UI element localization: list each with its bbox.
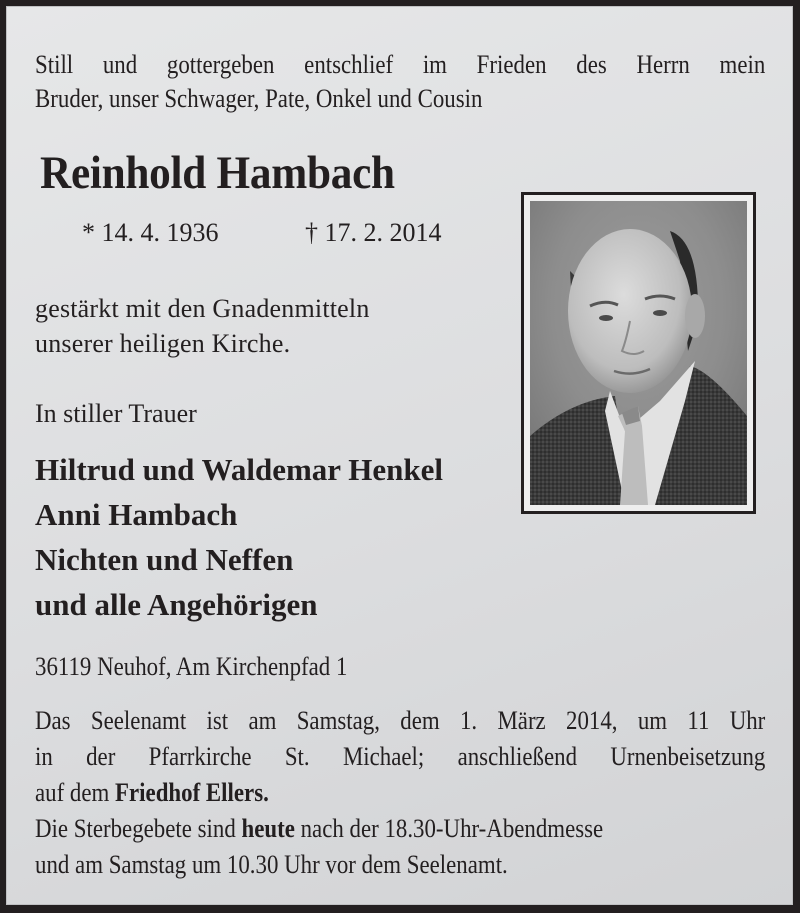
word: Uhr <box>729 706 766 735</box>
word: Herrn <box>636 50 690 79</box>
intro-line-1 <box>35 48 765 82</box>
birth-date: * 14. 4. 1936 <box>82 218 219 247</box>
word: St. <box>284 742 310 771</box>
word: 11 <box>687 706 710 735</box>
word: ist <box>206 706 229 735</box>
word: Das <box>35 706 71 735</box>
portrait-photo <box>530 201 747 505</box>
mourning-label: In stiller Trauer <box>35 399 197 428</box>
word: um <box>637 706 668 735</box>
word: mein <box>719 50 766 79</box>
family-member: Nichten und Neffen <box>35 542 294 577</box>
word: Samstag, <box>296 706 380 735</box>
word: März <box>497 706 546 735</box>
details-line-5: und am Samstag um 10.30 Uhr vor dem Seelenamt. <box>35 850 508 879</box>
word: anschließend <box>457 742 578 771</box>
word: dem <box>400 706 440 735</box>
sacraments-text <box>35 291 370 361</box>
ear <box>685 294 705 338</box>
obituary-notice <box>6 6 793 905</box>
cemetery-name: Friedhof Ellers. <box>115 778 269 807</box>
intro-text <box>35 48 765 116</box>
word: in <box>35 742 53 771</box>
word: gottergeben <box>166 50 275 79</box>
word: 1. <box>459 706 478 735</box>
word: im <box>422 50 447 79</box>
face <box>568 229 692 393</box>
word: Frieden <box>476 50 547 79</box>
deceased-name: Reinhold Hambach <box>40 147 395 199</box>
today-emphasis: heute <box>241 814 295 843</box>
portrait-illustration <box>530 201 747 505</box>
right-eye <box>653 310 667 316</box>
word: Still <box>35 50 74 79</box>
photo-frame <box>521 192 756 514</box>
family-list <box>35 447 443 627</box>
word: Urnenbeisetzung <box>610 742 766 771</box>
word: der <box>86 742 116 771</box>
left-eye <box>599 315 613 321</box>
details-line-2 <box>35 739 765 775</box>
family-member: Anni Hambach <box>35 497 238 532</box>
word: entschlief <box>304 50 394 79</box>
intro-line-2: Bruder, unser Schwager, Pate, Onkel und Cousin <box>35 84 483 113</box>
word: 2014, <box>566 706 618 735</box>
word: Pfarrkirche <box>148 742 252 771</box>
word: und <box>102 50 138 79</box>
details-line-1 <box>35 703 765 739</box>
word: Michael; <box>342 742 425 771</box>
address: 36119 Neuhof, Am Kirchenpfad 1 <box>35 652 348 681</box>
death-date: † 17. 2. 2014 <box>305 218 442 247</box>
sacraments-line-1: gestärkt mit den Gnadenmitteln <box>35 294 370 323</box>
details-line-4: Die Sterbegebete sind heute nach der 18.30-Uhr-Abendmesse <box>35 814 604 843</box>
details-line-3: auf dem Friedhof Ellers. <box>35 778 269 807</box>
family-member: und alle Angehörigen <box>35 587 318 622</box>
word: am <box>248 706 277 735</box>
family-member: Hiltrud und Waldemar Henkel <box>35 452 443 487</box>
sacraments-line-2: unserer heiligen Kirche. <box>35 329 291 358</box>
word: Seelenamt <box>90 706 187 735</box>
word: des <box>576 50 607 79</box>
service-details <box>35 703 765 883</box>
